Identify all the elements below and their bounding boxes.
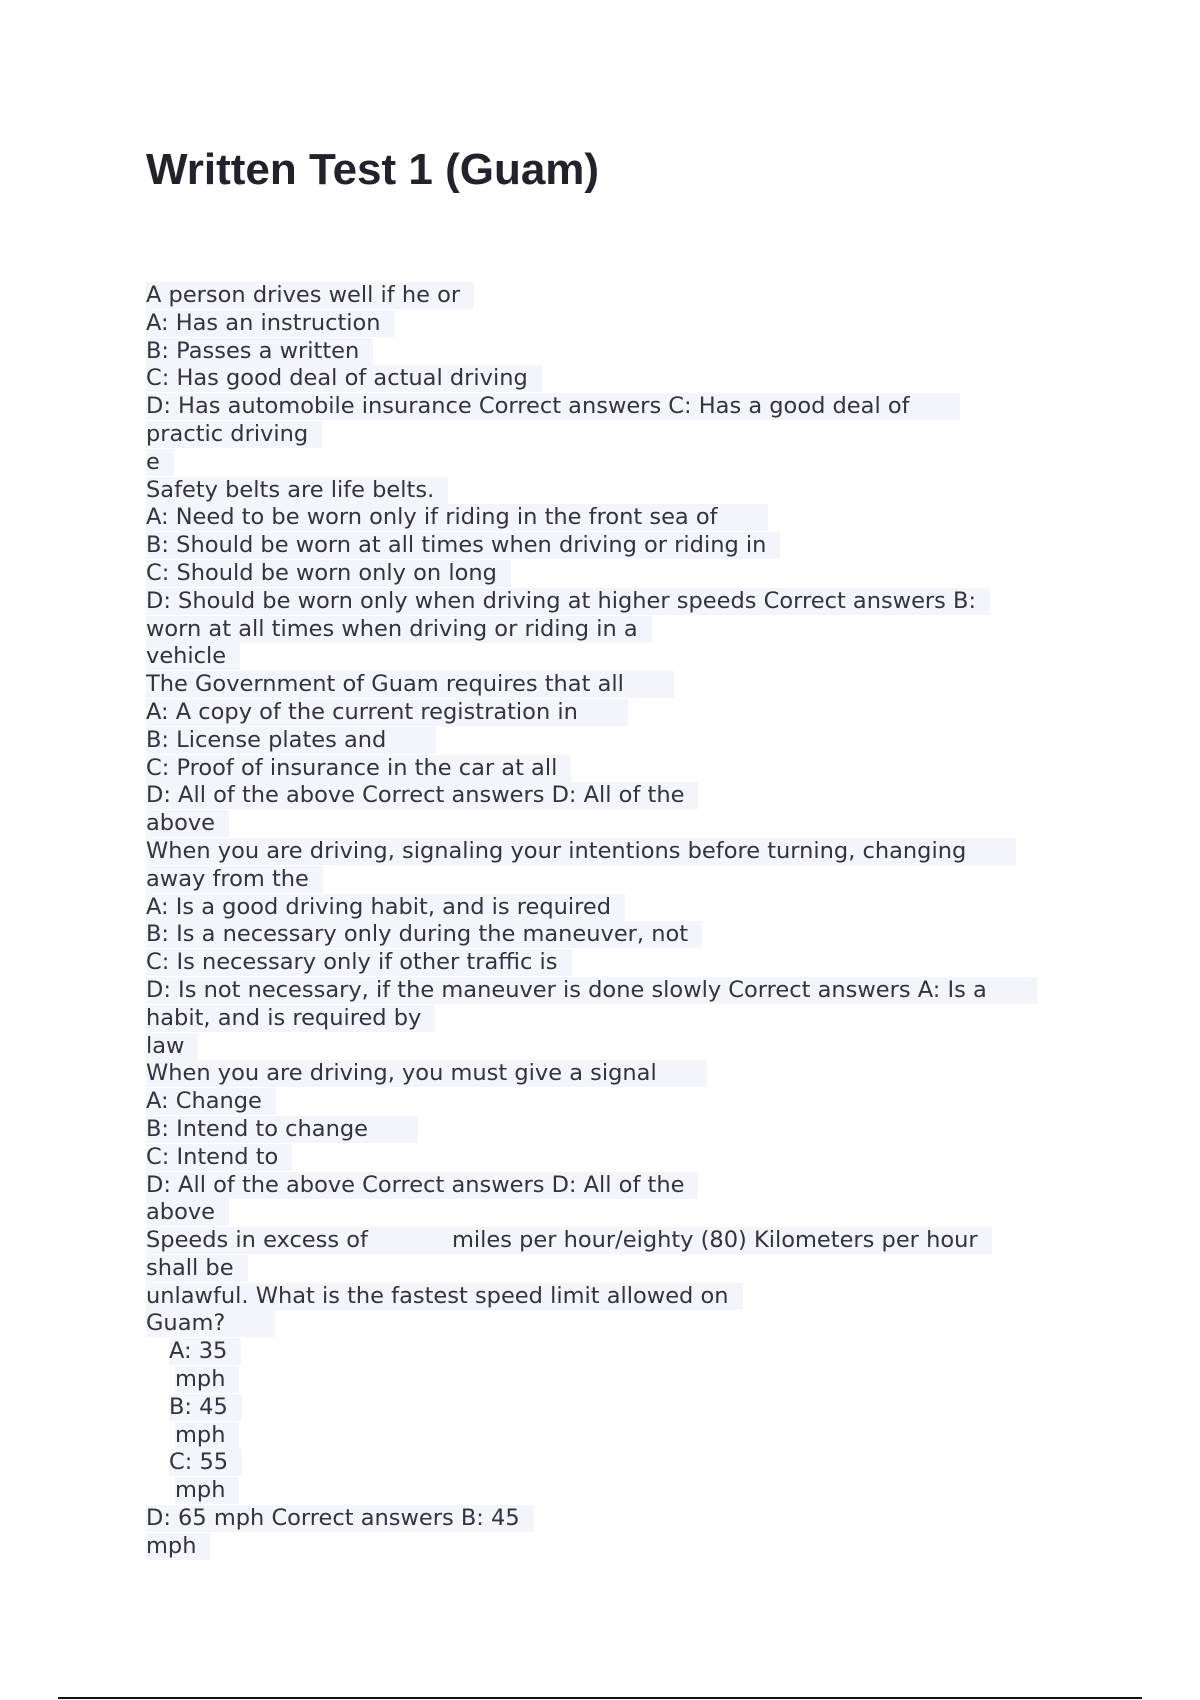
text-line: practic driving (146, 421, 1106, 449)
text-line: D: Is not necessary, if the maneuver is done slowly Correct answers A: Is a (146, 977, 1106, 1005)
text-line: habit, and is required by (146, 1005, 1106, 1033)
text-line: A: A copy of the current registration in (146, 699, 1106, 727)
footer-divider (58, 1697, 1142, 1699)
text-line: D: 65 mph Correct answers B: 45 (146, 1505, 1106, 1533)
text-line: A person drives well if he or (146, 282, 1106, 310)
text-fragment: Speeds in excess of (146, 1227, 368, 1254)
text-line: above (146, 1199, 1106, 1227)
text-line: shall be (146, 1255, 1106, 1283)
text-line: B: Is a necessary only during the maneuver, not (146, 921, 1106, 949)
text-line: D: Should be worn only when driving at higher speeds Correct answers B: (146, 588, 1106, 616)
text-line: D: Has automobile insurance Correct answers C: Has a good deal of (146, 393, 1106, 421)
text-line: B: Should be worn at all times when driving or riding in (146, 532, 1106, 560)
text-line: C: 55 (146, 1449, 1106, 1477)
text-line: The Government of Guam requires that all (146, 671, 1106, 699)
text-line: mph (146, 1477, 1106, 1505)
text-line: A: Has an instruction (146, 310, 1106, 338)
text-line: C: Proof of insurance in the car at all (146, 755, 1106, 783)
text-line: A: Is a good driving habit, and is required (146, 894, 1106, 922)
text-line: mph (146, 1533, 1106, 1561)
text-line: Guam? (146, 1310, 1106, 1338)
text-line (146, 1227, 1106, 1255)
text-line: B: 45 (146, 1394, 1106, 1422)
text-line: A: Need to be worn only if riding in the front sea of (146, 504, 1106, 532)
text-line: law (146, 1033, 1106, 1061)
text-line: C: Should be worn only on long (146, 560, 1106, 588)
document-title: Written Test 1 (Guam) (146, 145, 600, 194)
text-line: e (146, 449, 1106, 477)
text-line: A: Change (146, 1088, 1106, 1116)
text-line: C: Has good deal of actual driving (146, 365, 1106, 393)
text-line: D: All of the above Correct answers D: All of the (146, 1172, 1106, 1200)
text-line: above (146, 810, 1106, 838)
text-line: C: Is necessary only if other traffic is (146, 949, 1106, 977)
text-line: worn at all times when driving or riding in a (146, 616, 1106, 644)
document-body (146, 282, 1106, 1561)
text-line: D: All of the above Correct answers D: All of the (146, 782, 1106, 810)
text-line: mph (146, 1366, 1106, 1394)
text-line: B: License plates and (146, 727, 1106, 755)
text-line: away from the (146, 866, 1106, 894)
text-line: When you are driving, signaling your intentions before turning, changing (146, 838, 1106, 866)
text-line: A: 35 (146, 1338, 1106, 1366)
text-line: unlawful. What is the fastest speed limit allowed on (146, 1283, 1106, 1311)
text-line: C: Intend to (146, 1144, 1106, 1172)
text-fragment: miles per hour/eighty (80) Kilometers per hour (451, 1227, 978, 1254)
text-line: B: Passes a written (146, 338, 1106, 366)
text-line: B: Intend to change (146, 1116, 1106, 1144)
text-line: mph (146, 1422, 1106, 1450)
text-line: vehicle (146, 643, 1106, 671)
text-line: Safety belts are life belts. (146, 477, 1106, 505)
text-line: When you are driving, you must give a signal (146, 1060, 1106, 1088)
